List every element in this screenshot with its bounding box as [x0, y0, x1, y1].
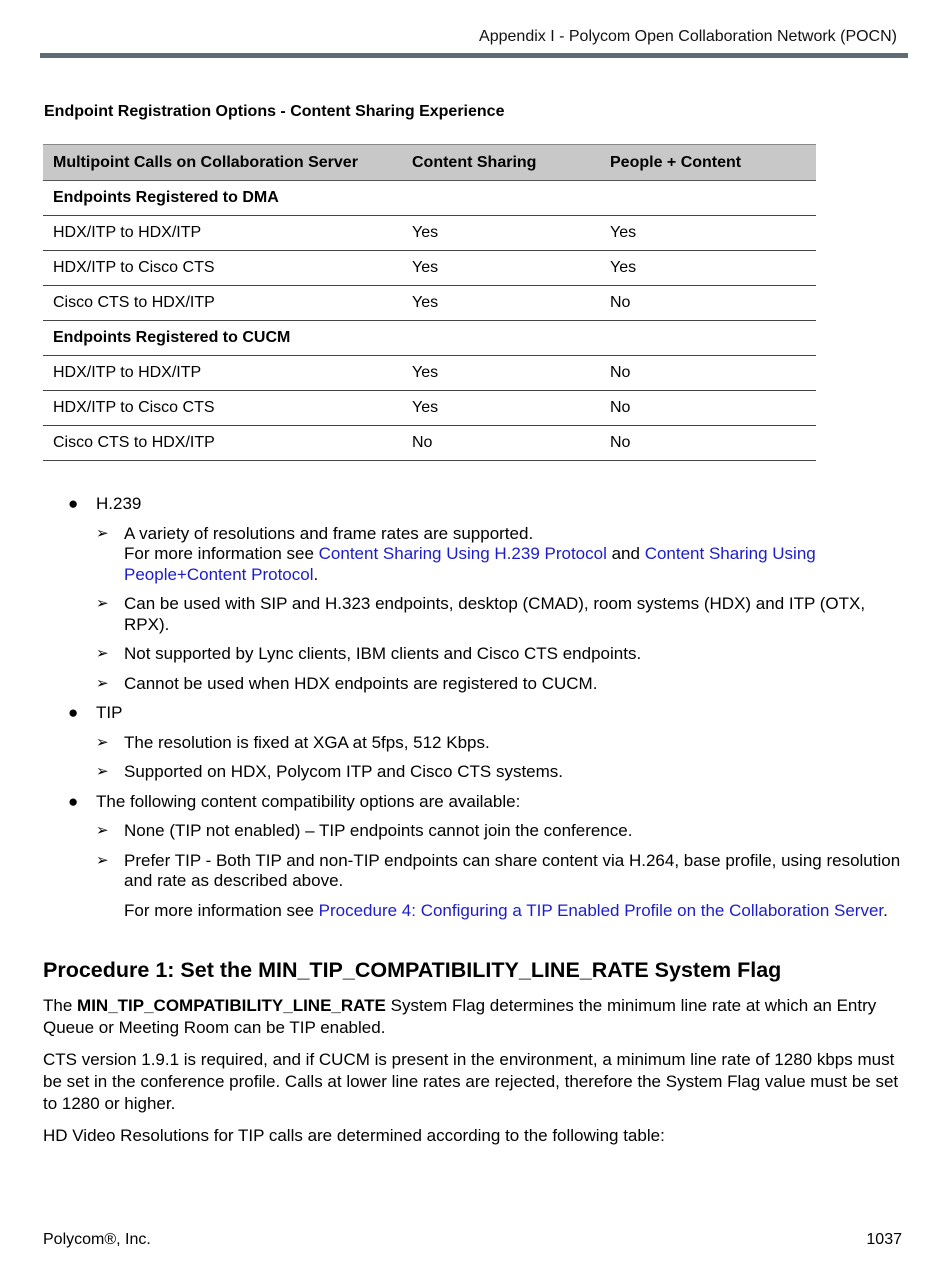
table-row	[43, 251, 816, 286]
table-cell: Yes	[402, 251, 600, 286]
sub-list-item	[43, 644, 903, 665]
sub-item-text: Cannot be used when HDX endpoints are registered to CUCM.	[124, 673, 598, 693]
footer-company: Polycom®, Inc.	[43, 1231, 151, 1248]
bullet-dot-icon: ●	[68, 494, 79, 513]
list-item-tip	[43, 703, 903, 724]
link-people-content-protocol[interactable]: Content Sharing Using People+Content Protocol	[124, 544, 816, 584]
arrow-bullet-icon: ➢	[96, 595, 109, 612]
arrow-bullet-icon: ➢	[96, 524, 109, 542]
table-cell: Yes	[402, 356, 600, 391]
table-cell: HDX/ITP to HDX/ITP	[43, 216, 402, 251]
footer-page-number: 1037	[866, 1231, 902, 1248]
list-item-label: The following content compatibility options are available:	[96, 791, 521, 811]
arrow-bullet-icon: ➢	[96, 851, 109, 869]
paragraph-text: System Flag determines the minimum line rate at which an Entry Queue or Meeting Room can be TIP enabled.	[43, 996, 877, 1037]
group-label-dma: Endpoints Registered to DMA	[43, 181, 816, 216]
table-cell: Cisco CTS to HDX/ITP	[43, 286, 402, 321]
table-cell: Yes	[402, 216, 600, 251]
table-cell: No	[600, 391, 816, 426]
column-header: Multipoint Calls on Collaboration Server	[43, 145, 402, 181]
table-row	[43, 391, 816, 426]
flag-name: MIN_TIP_COMPATIBILITY_LINE_RATE	[77, 996, 386, 1015]
sub-list-item	[43, 674, 903, 695]
link-h239-protocol[interactable]: Content Sharing Using H.239 Protocol	[318, 544, 607, 563]
sub-list-item	[43, 762, 903, 783]
sub-item-text: None (TIP not enabled) – TIP endpoints cannot join the conference.	[124, 821, 633, 840]
table-cell: Cisco CTS to HDX/ITP	[43, 426, 402, 461]
table-group-row	[43, 181, 816, 216]
list-item-label: TIP	[96, 703, 123, 722]
sub-item-text: For more information see	[124, 544, 319, 563]
table-cell: HDX/ITP to HDX/ITP	[43, 356, 402, 391]
group-label-cucm: Endpoints Registered to CUCM	[43, 321, 816, 356]
sub-item-text: .	[883, 900, 888, 920]
table-row	[43, 286, 816, 321]
table-row	[43, 426, 816, 461]
arrow-bullet-icon: ➢	[96, 674, 109, 692]
arrow-bullet-icon: ➢	[96, 733, 109, 751]
column-header: Content Sharing	[402, 145, 600, 181]
table-caption: Endpoint Registration Options - Content Sharing Experience	[44, 103, 505, 120]
sub-list-item	[43, 594, 903, 635]
table-cell: No	[600, 356, 816, 391]
list-item-compat	[43, 792, 903, 813]
sub-item-text: Can be used with SIP and H.323 endpoints, desktop (CMAD), room systems (HDX) and ITP (OTX, RPX).	[124, 594, 866, 634]
bullet-list	[43, 494, 903, 930]
bullet-dot-icon: ●	[68, 791, 79, 811]
sub-item-text: .	[313, 564, 319, 584]
list-item-h239	[43, 494, 903, 515]
running-header: Appendix I - Polycom Open Collaboration Network (POCN)	[479, 28, 897, 45]
sub-item-text: For more information see	[124, 900, 319, 920]
table-cell: Yes	[402, 286, 600, 321]
sub-list-item	[43, 821, 903, 842]
procedure-paragraph-2: CTS version 1.9.1 is required, and if CUCM is present in the environment, a minimum line rate of 1280 kbps must be set in the conference profile. Calls at lower line rates are rejected, therefore the System Flag value must be set to 1280 or higher.	[43, 1050, 899, 1113]
table-row	[43, 216, 816, 251]
table-row	[43, 356, 816, 391]
table-cell: No	[402, 426, 600, 461]
table-cell: HDX/ITP to Cisco CTS	[43, 391, 402, 426]
table-cell: No	[600, 426, 816, 461]
table-group-row	[43, 321, 816, 356]
table-cell: Yes	[600, 216, 816, 251]
sub-item-text: Prefer TIP - Both TIP and non-TIP endpoints can share content via H.264, base profile, using resolution and rate as described above.	[124, 850, 901, 890]
link-procedure-4[interactable]: Procedure 4: Configuring a TIP Enabled Profile on the Collaboration Server	[318, 900, 884, 920]
content-sharing-table	[43, 144, 816, 461]
list-item-label: H.239	[96, 494, 142, 513]
procedure-heading: Procedure 1: Set the MIN_TIP_COMPATIBILITY_LINE_RATE System Flag	[43, 958, 782, 982]
sub-list-continuation	[43, 901, 903, 922]
sub-item-text: Not supported by Lync clients, IBM clients and Cisco CTS endpoints.	[124, 644, 642, 663]
sub-list-item	[43, 851, 903, 892]
sub-item-text: Supported on HDX, Polycom ITP and Cisco CTS systems.	[124, 762, 564, 781]
arrow-bullet-icon: ➢	[96, 822, 109, 839]
sub-item-text: and	[606, 544, 645, 563]
arrow-bullet-icon: ➢	[96, 763, 109, 780]
sub-list-item	[43, 733, 903, 754]
procedure-paragraph-3: HD Video Resolutions for TIP calls are determined according to the following table:	[43, 1126, 665, 1145]
table-cell: HDX/ITP to Cisco CTS	[43, 251, 402, 286]
paragraph-text: The	[43, 996, 78, 1015]
sub-list-item	[43, 524, 903, 586]
table-cell: Yes	[402, 391, 600, 426]
procedure-paragraph-1	[43, 995, 908, 1039]
header-rule	[40, 53, 908, 58]
table-cell: Yes	[600, 251, 816, 286]
sub-item-text: A variety of resolutions and frame rates are supported.	[124, 523, 534, 543]
sub-item-text: The resolution is fixed at XGA at 5fps, 512 Kbps.	[124, 732, 490, 752]
table-header-row	[43, 145, 816, 181]
bullet-dot-icon: ●	[68, 703, 79, 722]
table-cell: No	[600, 286, 816, 321]
column-header: People + Content	[600, 145, 816, 181]
arrow-bullet-icon: ➢	[96, 645, 109, 662]
